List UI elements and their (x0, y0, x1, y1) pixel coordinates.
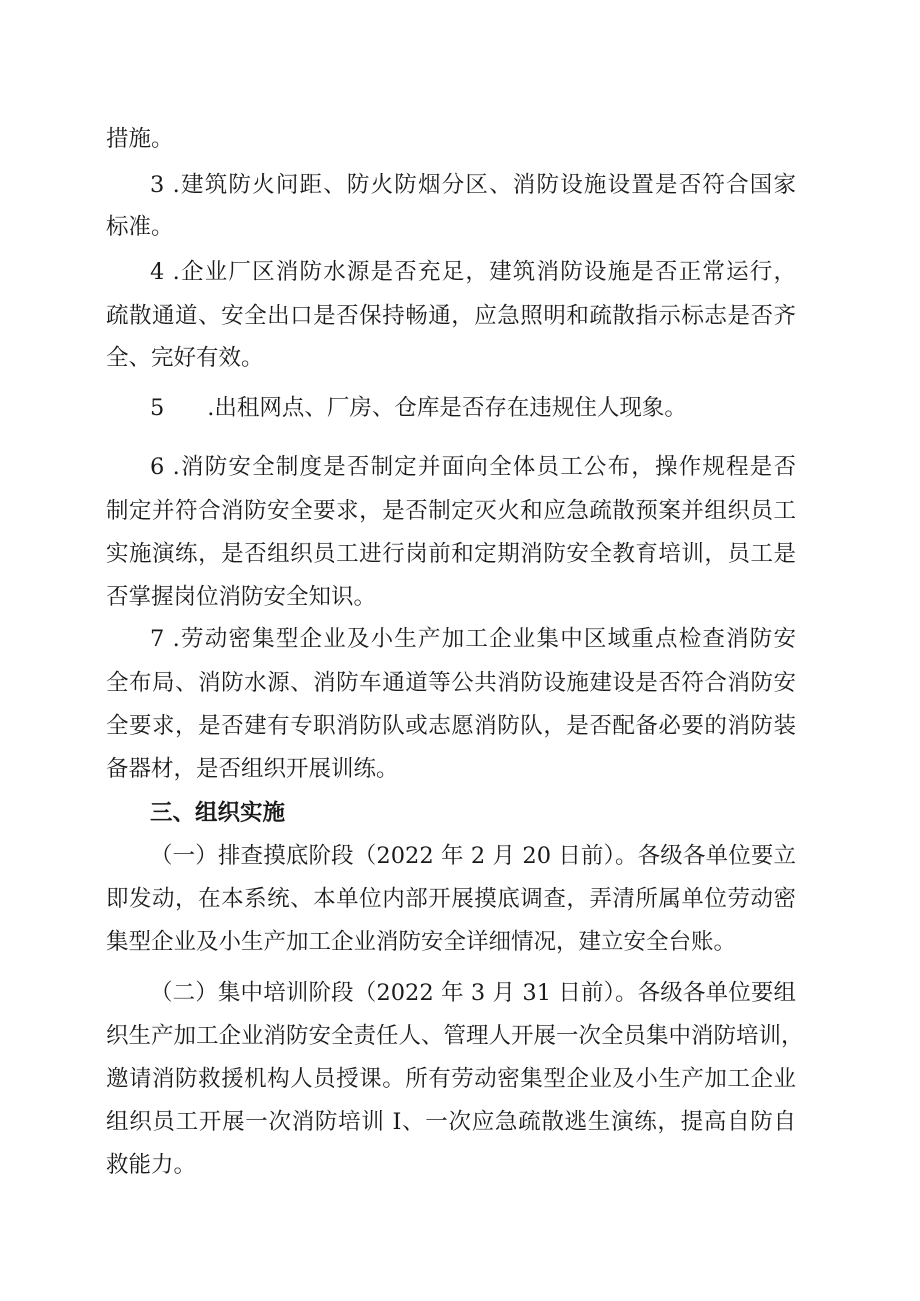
text-line: 措施。 (106, 126, 174, 152)
text-line: 即发动，在本系统、本单位内部开展摸底调查，弄清所属单位劳动密 (106, 886, 796, 912)
text-line: 邀请消防救援机构人员授课。所有劳动密集型企业及小生产加工企业 (106, 1066, 796, 1092)
text-line: 织生产加工企业消防安全责任人、管理人开展一次全员集中消防培训， (106, 1023, 804, 1049)
text-line: 备器材，是否组织开展训练。 (106, 756, 399, 782)
text-line: 5 .出租网点、厂房、仓库是否存在违规住人现象。 (150, 395, 687, 421)
text-line: 否掌握岗位消防安全知识。 (106, 584, 377, 610)
text-line: 4 .企业厂区消防水源是否充足，建筑消防设施是否正常运行， (150, 259, 796, 285)
text-line: 全要求，是否建有专职消防队或志愿消防队，是否配备必要的消防装 (106, 713, 796, 739)
text-line: 疏散通道、安全出口是否保持畅通，应急照明和疏散指示标志是否齐 (106, 303, 796, 329)
text-line: 标准。 (106, 214, 174, 240)
text-line: 实施演练，是否组织员工进行岗前和定期消防安全教育培训，员工是 (106, 541, 796, 567)
section-heading: 三、组织实施 (150, 800, 286, 826)
text-line: （二）集中培训阶段（2022 年 3 月 31 日前）。各级各单位要组 (150, 980, 796, 1006)
text-line: 组织员工开展一次消防培训 I、一次应急疏散逃生演练，提高自防自 (106, 1109, 796, 1135)
text-line: 集型企业及小生产加工企业消防安全详细情况，建立安全台账。 (106, 929, 737, 955)
text-line: 救能力。 (106, 1152, 197, 1178)
text-line: 全布局、消防水源、消防车通道等公共消防设施建设是否符合消防安 (106, 670, 796, 696)
text-line: 3 .建筑防火问距、防火防烟分区、消防设施设置是否符合国家 (150, 172, 796, 198)
text-line: 全、完好有效。 (106, 345, 264, 371)
text-line: 6 .消防安全制度是否制定并面向全体员工公布，操作规程是否 (150, 454, 796, 480)
text-line: 制定并符合消防安全要求，是否制定灭火和应急疏散预案并组织员工 (106, 498, 796, 524)
text-line: （一）排查摸底阶段（2022 年 2 月 20 日前）。各级各单位要立 (150, 843, 796, 869)
text-line: 7 .劳动密集型企业及小生产加工企业集中区域重点检查消防安 (150, 626, 796, 652)
